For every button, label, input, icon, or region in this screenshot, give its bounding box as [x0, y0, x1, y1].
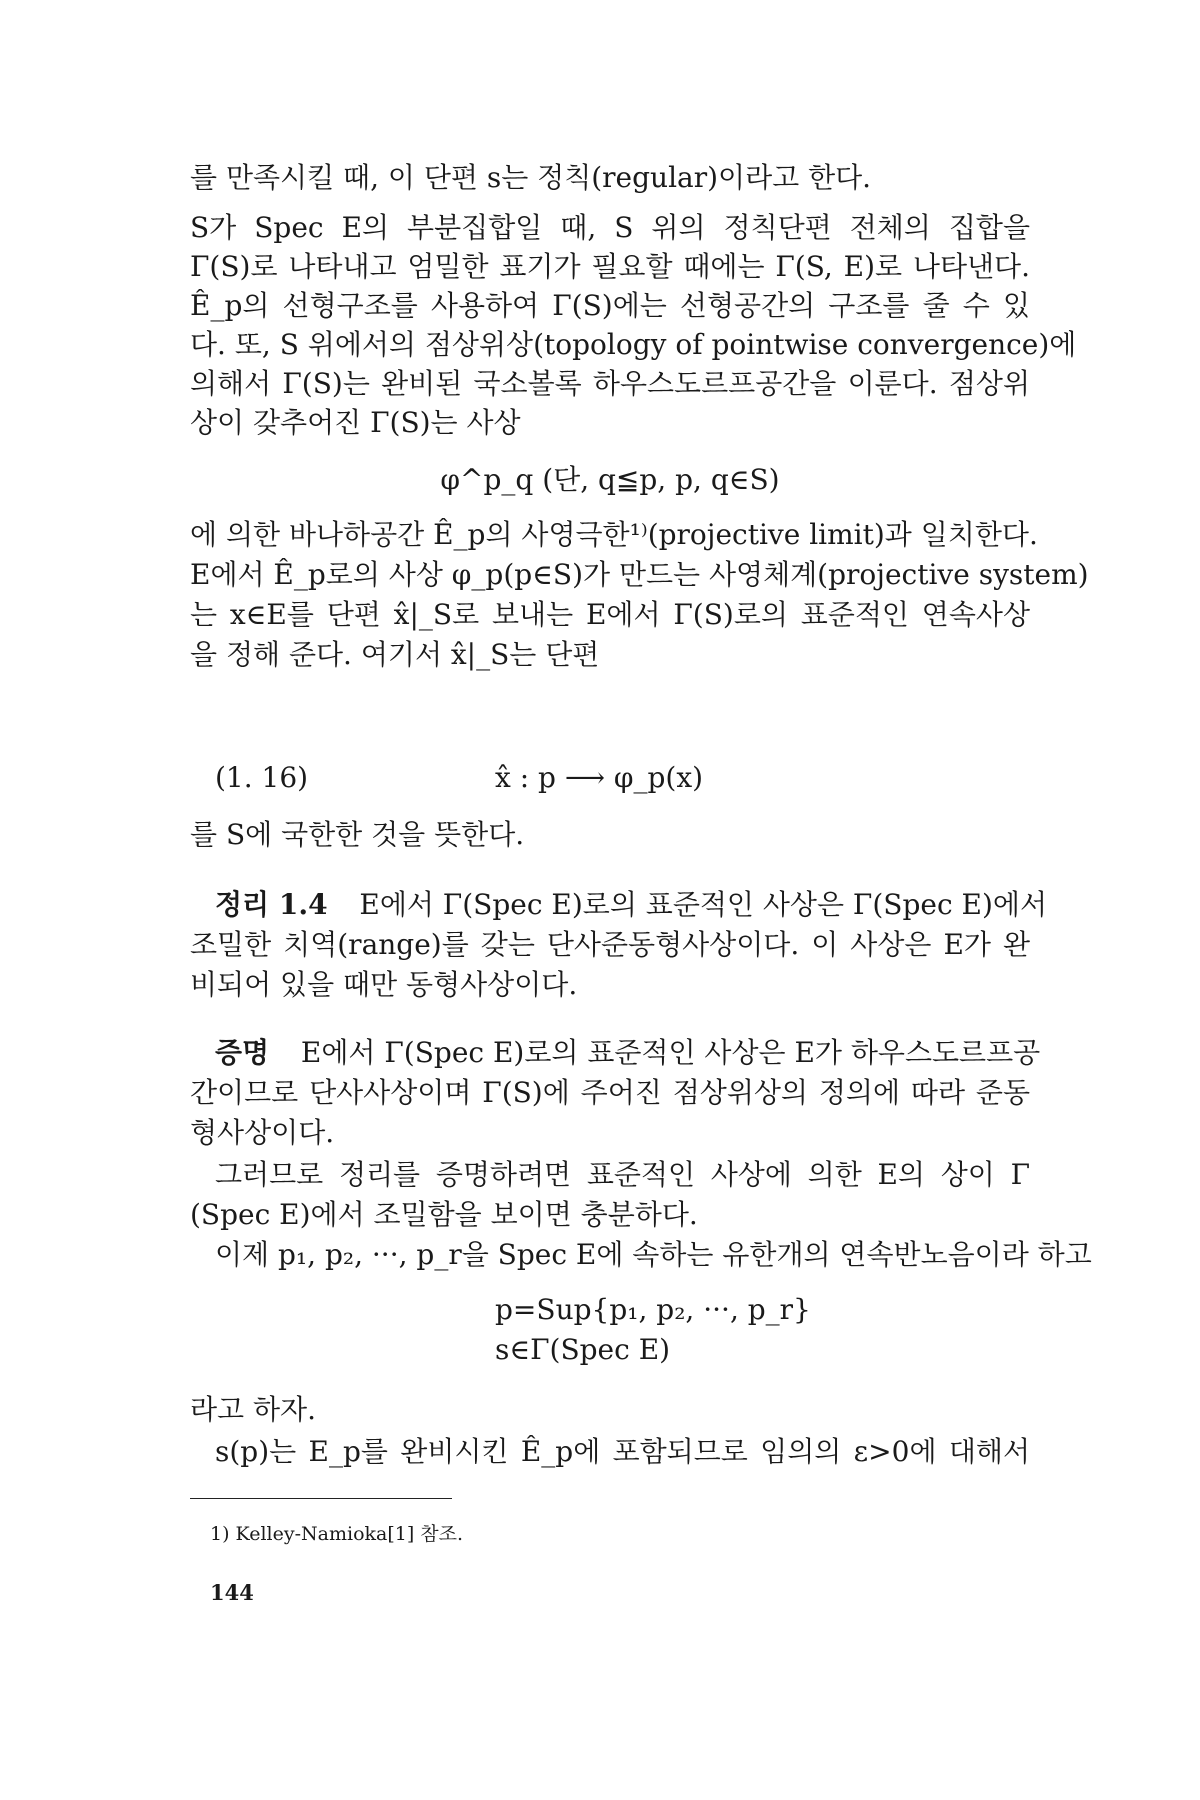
equation-number: (1. 16)	[215, 761, 309, 794]
display-formula: p=Sup{p₁, p₂, ···, p_r}	[495, 1293, 811, 1326]
text-line: s(p)는 E_p를 완비시킨 Ê_p에 포함되므로 임의의 ε>0에 대해서	[215, 1435, 1030, 1468]
text-line: 를 S에 국한한 것을 뜻한다.	[190, 818, 525, 851]
text-line: 라고 하자.	[190, 1393, 316, 1426]
text-line: 에 의한 바나하공간 Ê_p의 사영극한¹⁾(projective limit)과 일치한다.	[190, 518, 1038, 551]
footnote: 1) Kelley-Namioka[1] 참조.	[210, 1523, 464, 1545]
proof-label: 증명	[215, 1036, 270, 1069]
text-line: 상이 갖추어진 Γ(S)는 사상	[190, 406, 521, 439]
text-line: Γ(S)로 나타내고 엄밀한 표기가 필요할 때에는 Γ(S, E)로 나타낸다.	[190, 250, 1030, 283]
text-line: 는 x∈E를 단편 x̂|_S로 보내는 E에서 Γ(S)로의 표준적인 연속사상	[190, 598, 1030, 631]
theorem-label: 정리 1.4	[215, 888, 328, 921]
display-formula: s∈Γ(Spec E)	[495, 1333, 671, 1366]
proof-line	[215, 1033, 1041, 1073]
text-line: 그러므로 정리를 증명하려면 표준적인 사상에 의한 E의 상이 Γ	[215, 1158, 1030, 1191]
text-line: S가 Spec E의 부분집합일 때, S 위의 정칙단편 전체의 집합을	[190, 211, 1030, 244]
display-formula: φ^p_q (단, q≦p, p, q∈S)	[440, 463, 780, 496]
text-line: 을 정해 준다. 여기서 x̂|_S는 단편	[190, 638, 600, 671]
text-line: Ê_p의 선형구조를 사용하여 Γ(S)에는 선형공간의 구조를 줄 수 있	[190, 289, 1030, 322]
page-number: 144	[210, 1580, 254, 1605]
text-line: E에서 Ê_p로의 사상 φ_p(p∈S)가 만드는 사영체계(projective system)	[190, 558, 1089, 591]
text-line: (Spec E)에서 조밀함을 보이면 충분하다.	[190, 1198, 698, 1231]
proof-text: E에서 Γ(Spec E)로의 표준적인 사상은 E가 하우스도르프공	[300, 1036, 1041, 1069]
text-line: 다. 또, S 위에서의 점상위상(topology of pointwise convergence)에	[190, 328, 1077, 361]
footnote-rule	[190, 1498, 452, 1499]
text-line: 의해서 Γ(S)는 완비된 국소볼록 하우스도르프공간을 이룬다. 점상위	[190, 367, 1030, 400]
text-line: 간이므로 단사사상이며 Γ(S)에 주어진 점상위상의 정의에 따라 준동	[190, 1076, 1030, 1109]
text-line: 를 만족시킬 때, 이 단편 s는 정칙(regular)이라고 한다.	[190, 161, 872, 194]
text-line: 이제 p₁, p₂, ···, p_r을 Spec E에 속하는 유한개의 연속반노음이라 하고	[215, 1238, 1092, 1271]
text-line: 형사상이다.	[190, 1116, 335, 1149]
theorem-text: E에서 Γ(Spec E)로의 표준적인 사상은 Γ(Spec E)에서	[359, 888, 1047, 921]
theorem-line	[215, 885, 1047, 925]
display-formula: x̂ : p ⟶ φ_p(x)	[495, 761, 704, 794]
text-line: 조밀한 치역(range)를 갖는 단사준동형사상이다. 이 사상은 E가 완	[190, 928, 1030, 961]
text-line: 비되어 있을 때만 동형사상이다.	[190, 968, 578, 1001]
